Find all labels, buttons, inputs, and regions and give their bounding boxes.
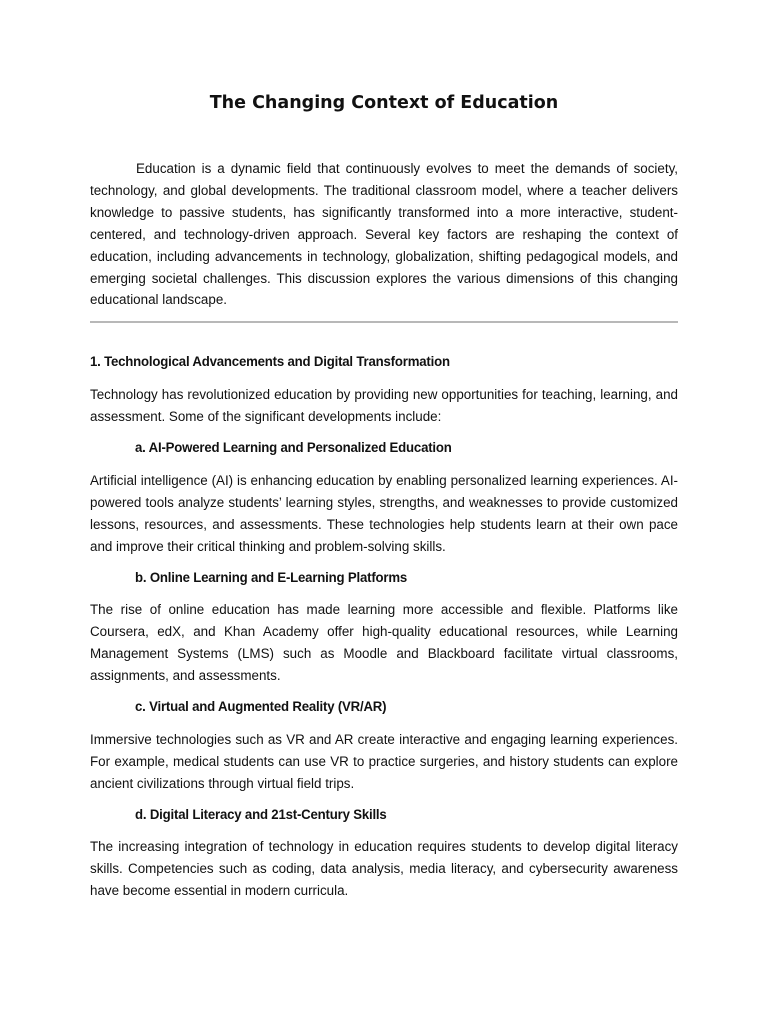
subsection-heading-ai: a. AI-Powered Learning and Personalized Education [135, 440, 452, 456]
subsection-paragraph-ai: Artificial intelligence (AI) is enhancing education by enabling personalized learning experiences. AI-powered tools analyze students’ learning styles, strengths, and weaknesses to provide customized lessons, resources, and assessments. These technologies help students learn at their own pace and improve their critical thinking and problem-solving skills. [90, 473, 678, 554]
section-intro-paragraph: Technology has revolutionized education by providing new opportunities for teaching, learning, and assessment. Some of the significant developments include: [90, 387, 678, 424]
section-heading-technology: 1. Technological Advancements and Digital Transformation [90, 354, 450, 370]
intro-paragraph: Education is a dynamic field that continuously evolves to meet the demands of society, technology, and global developments. The traditional classroom model, where a teacher delivers knowledge to passive students, has significantly transformed into a more interactive, student-centered, and technology-driven approach. Several key factors are reshaping the context of education, including advancements in technology, globalization, shifting pedagogical models, and emerging societal challenges. This discussion explores the various dimensions of this changing educational landscape. [90, 161, 678, 308]
document-title: The Changing Context of Education [209, 93, 559, 113]
subsection-paragraph-online-learning: The rise of online education has made learning more accessible and flexible. Platforms like Coursera, edX, and Khan Academy offer high-quality educational resources, while Learning Management Systems (LMS) such as Moodle and Blackboard facilitate virtual classrooms, assignments, and assessments. [90, 602, 678, 683]
subsection-heading-digital-literacy: d. Digital Literacy and 21st-Century Skills [135, 807, 387, 823]
subsection-heading-online-learning: b. Online Learning and E-Learning Platforms [135, 570, 408, 586]
subsection-paragraph-digital-literacy: The increasing integration of technology in education requires students to develop digital literacy skills. Competencies such as coding, data analysis, media literacy, and cybersecurity awareness have become essential in modern curricula. [90, 839, 678, 898]
horizontal-divider [90, 321, 678, 323]
subsection-heading-vr-ar: c. Virtual and Augmented Reality (VR/AR) [135, 699, 387, 715]
subsection-paragraph-vr-ar: Immersive technologies such as VR and AR create interactive and engaging learning experiences. For example, medical students can use VR to practice surgeries, and history students can explore ancient civilizations through virtual field trips. [90, 732, 678, 791]
